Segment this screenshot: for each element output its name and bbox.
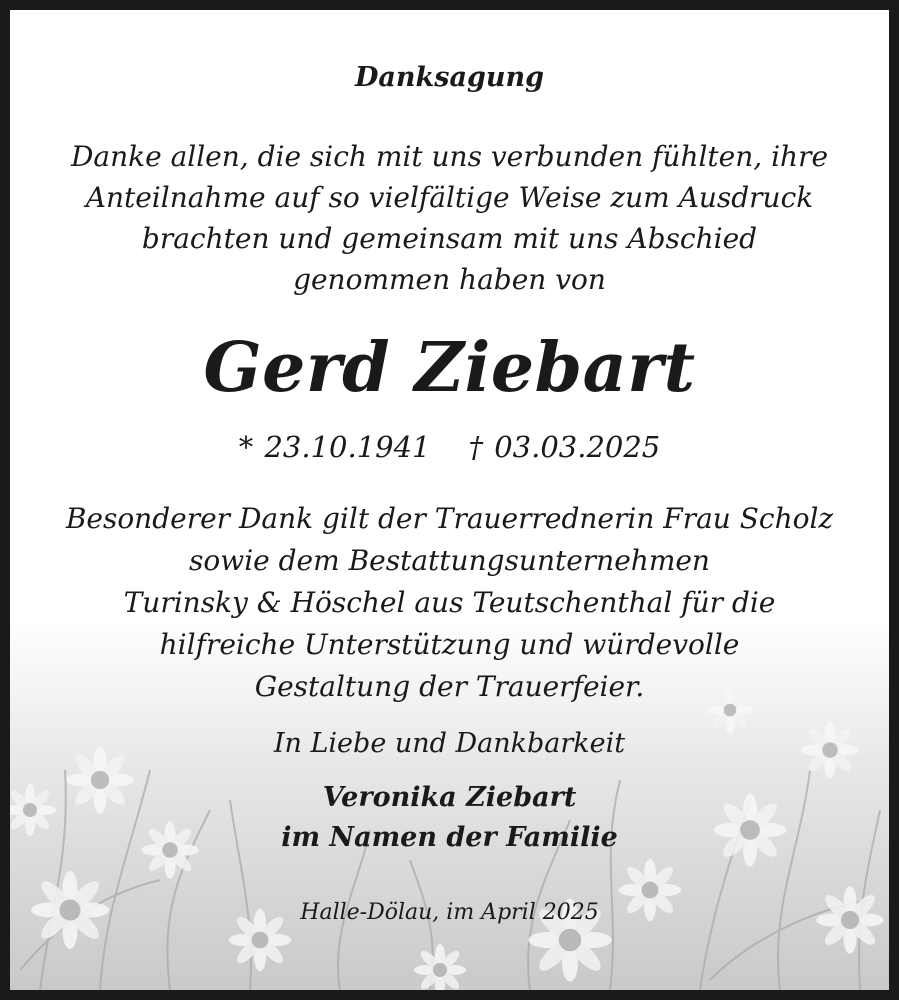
intro-line: genommen haben von <box>293 263 606 296</box>
thanks-line: sowie dem Bestattungsunternehmen <box>189 544 710 577</box>
signer-name: Veronika Ziebart <box>322 782 577 813</box>
death-date: † 03.03.2025 <box>468 430 661 464</box>
birth-date: * 23.10.1941 <box>238 430 431 464</box>
thanks-paragraph <box>10 498 889 708</box>
thanks-line: Gestaltung der Trauerfeier. <box>254 670 645 703</box>
thanks-line: Besonderer Dank gilt der Trauerrednerin Frau Scholz <box>65 502 834 535</box>
intro-paragraph <box>10 136 889 300</box>
life-dates <box>10 430 889 464</box>
intro-line: Anteilnahme auf so vielfältige Weise zum Ausdruck <box>85 181 814 214</box>
intro-line: Danke allen, die sich mit uns verbunden fühlten, ihre <box>70 140 829 173</box>
thanks-line: Turinsky & Höschel aus Teutschenthal für die <box>123 586 776 619</box>
deceased-name: Gerd Ziebart <box>203 328 696 408</box>
closing-phrase: In Liebe und Dankbarkeit <box>273 728 626 759</box>
signer-block <box>10 778 889 858</box>
thanks-line: hilfreiche Unterstützung und würdevolle <box>159 628 740 661</box>
intro-line: brachten und gemeinsam mit uns Abschied <box>141 222 758 255</box>
signer-family: im Namen der Familie <box>281 822 618 853</box>
place-and-date: Halle-Dölau, im April 2025 <box>300 900 599 925</box>
notice-heading: Danksagung <box>355 62 544 93</box>
